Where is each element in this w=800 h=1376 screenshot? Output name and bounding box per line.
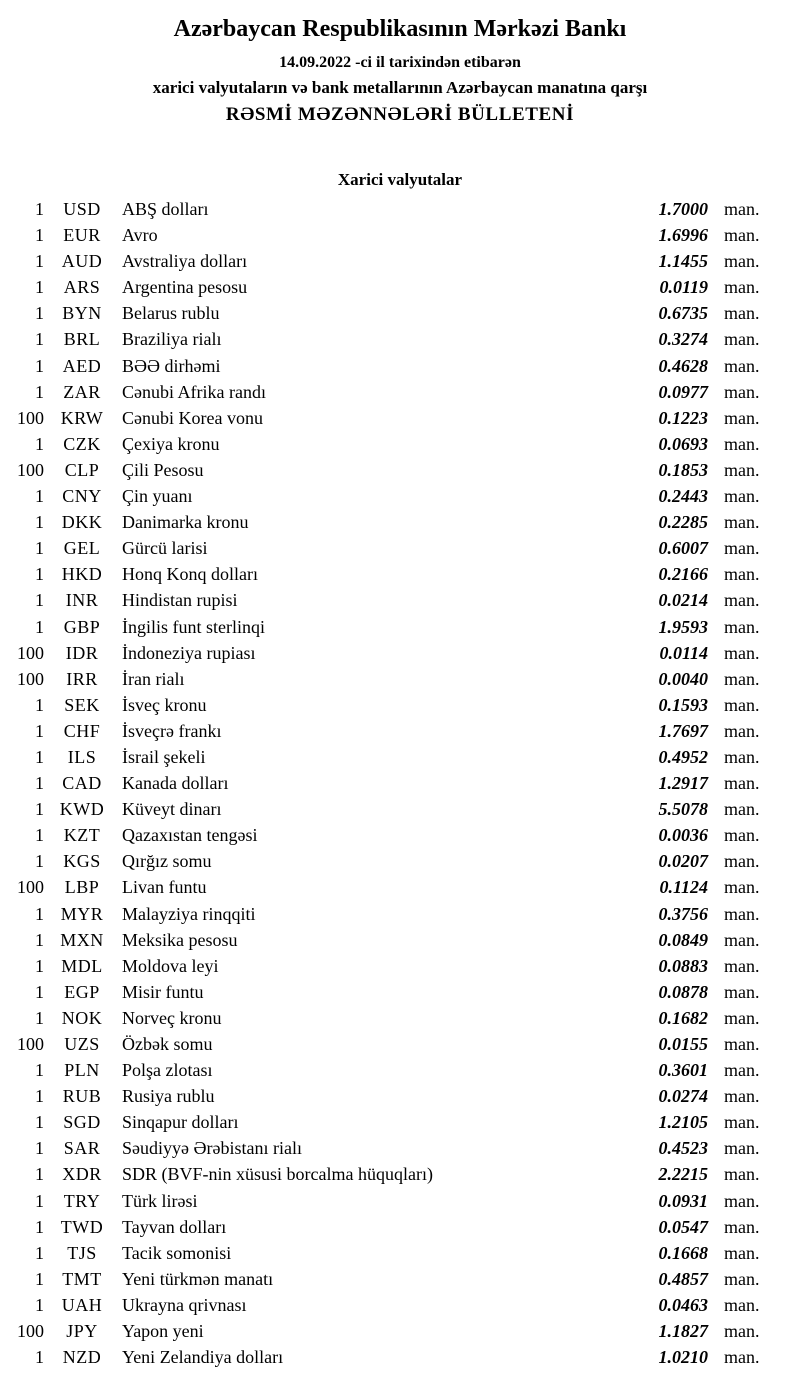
rate-value: 0.1223: [658, 407, 708, 428]
rate-row: [0, 1214, 800, 1240]
currency-name: Livan funtu: [122, 877, 207, 898]
currency-name: İran rialı: [122, 668, 185, 689]
rate-unit: man.: [724, 303, 760, 324]
quantity: 1: [35, 303, 44, 324]
currency-code: CNY: [62, 486, 102, 507]
rate-row: [0, 666, 800, 692]
currency-name: Norveç kronu: [122, 1007, 222, 1028]
currency-name: İsrail şekeli: [122, 746, 206, 767]
currency-code: ARS: [63, 277, 101, 298]
bulletin-title: RƏSMİ MƏZƏNNƏLƏRİ BÜLLETENİ: [225, 104, 575, 125]
rate-value: 0.0693: [658, 433, 708, 454]
currency-code: SEK: [64, 694, 100, 715]
currency-code: TWD: [60, 1216, 104, 1237]
currency-name: Qırğız somu: [122, 851, 212, 872]
currency-name: Kanada dolları: [122, 773, 229, 794]
rate-unit: man.: [724, 955, 760, 976]
bulletin-header: [0, 14, 800, 128]
currency-name: İsveçrə frankı: [122, 720, 222, 741]
quantity: 1: [35, 1112, 44, 1133]
rate-row: [0, 927, 800, 953]
rate-value: 0.0119: [659, 277, 708, 298]
rate-unit: man.: [724, 981, 760, 1002]
rate-value: 0.0274: [658, 1086, 708, 1107]
quantity: 1: [35, 381, 44, 402]
quantity: 1: [35, 616, 44, 637]
rate-row: [0, 1083, 800, 1109]
currency-code: NOK: [61, 1007, 103, 1028]
rate-value: 0.0931: [658, 1190, 708, 1211]
currency-code: BRL: [63, 329, 101, 350]
quantity: 1: [35, 199, 44, 219]
rate-row: [0, 1318, 800, 1344]
rate-unit: man.: [724, 381, 760, 402]
quantity: 1: [35, 694, 44, 715]
currency-name: Moldova leyi: [122, 955, 219, 976]
currency-code: MXN: [60, 929, 104, 950]
rate-value: 0.6007: [658, 538, 708, 559]
rate-value: 1.7000: [658, 199, 708, 219]
currency-name: Avstraliya dolları: [122, 251, 248, 272]
currency-code: JPY: [66, 1321, 98, 1342]
rate-row: [0, 587, 800, 613]
currency-code: KRW: [60, 407, 104, 428]
currency-name: Rusiya rublu: [122, 1086, 215, 1107]
rate-row: [0, 796, 800, 822]
currency-name: Qazaxıstan tengəsi: [122, 825, 258, 846]
rate-value: 0.0849: [658, 929, 708, 950]
currency-name: Yeni Zelandiya dolları: [122, 1347, 284, 1368]
rate-unit: man.: [724, 903, 760, 924]
rate-row: [0, 1109, 800, 1135]
rate-value: 0.0114: [659, 642, 708, 663]
rate-row: [0, 248, 800, 274]
rate-row: [0, 431, 800, 457]
rate-value: 0.0155: [658, 1034, 708, 1054]
rate-row: [0, 483, 800, 509]
currency-code: PLN: [64, 1060, 100, 1081]
rate-row: [0, 692, 800, 718]
currency-code: CLP: [64, 459, 100, 480]
currency-name: Türk lirəsi: [122, 1190, 198, 1211]
rate-value: 0.1593: [658, 694, 708, 715]
currency-name: Misir funtu: [122, 981, 204, 1002]
currency-name: Hindistan rupisi: [122, 590, 238, 611]
quantity: 1: [35, 486, 44, 507]
section-title-foreign-currencies: Xarici valyutalar: [337, 170, 463, 189]
currency-code: SAR: [63, 1138, 101, 1159]
rate-unit: man.: [724, 512, 760, 533]
currency-name: Honq Konq dolları: [122, 564, 258, 585]
currency-name: SDR (BVF-nin xüsusi borcalma hüquqları): [122, 1164, 433, 1185]
rate-value: 0.2443: [658, 486, 708, 507]
rate-unit: man.: [724, 1112, 760, 1133]
rate-value: 1.0210: [658, 1347, 708, 1368]
rate-value: 1.9593: [658, 616, 708, 637]
bank-title: Azərbaycan Respublikasının Mərkəzi Bankı: [173, 16, 627, 42]
currency-name: Özbək somu: [122, 1034, 213, 1054]
rate-unit: man.: [724, 277, 760, 298]
rate-row: [0, 300, 800, 326]
quantity: 1: [35, 903, 44, 924]
currency-code: CHF: [63, 720, 101, 741]
currency-name: Cənubi Korea vonu: [122, 407, 263, 428]
rate-row: [0, 353, 800, 379]
quantity: 1: [35, 1086, 44, 1107]
rate-row: [0, 901, 800, 927]
rate-row: [0, 1135, 800, 1161]
currency-name: Küveyt dinarı: [122, 799, 222, 820]
quantity: 1: [35, 590, 44, 611]
currency-name: Meksika pesosu: [122, 929, 238, 950]
rate-unit: man.: [724, 1164, 760, 1185]
rate-unit: man.: [724, 486, 760, 507]
currency-name: Argentina pesosu: [122, 277, 248, 298]
currency-code: MDL: [61, 955, 103, 976]
rate-row: [0, 1161, 800, 1187]
rates-table: [0, 196, 800, 1370]
currency-name: Tayvan dolları: [122, 1216, 227, 1237]
rate-value: 0.1668: [658, 1242, 708, 1263]
currency-code: UZS: [64, 1034, 100, 1054]
rate-value: 0.0036: [658, 825, 708, 846]
rate-unit: man.: [724, 720, 760, 741]
quantity: 100: [17, 1034, 44, 1054]
rate-row: [0, 1031, 800, 1057]
quantity: 1: [35, 251, 44, 272]
rate-value: 0.4952: [658, 746, 708, 767]
currency-name: Çin yuanı: [122, 486, 193, 507]
rate-row: [0, 979, 800, 1005]
rate-unit: man.: [724, 1294, 760, 1315]
currency-name: Avro: [122, 225, 158, 246]
quantity: 1: [35, 1190, 44, 1211]
rate-unit: man.: [724, 668, 760, 689]
rate-unit: man.: [724, 1190, 760, 1211]
rate-value: 1.6996: [658, 225, 708, 246]
currency-name: ABŞ dolları: [122, 199, 209, 219]
rate-unit: man.: [724, 746, 760, 767]
rate-row: [0, 222, 800, 248]
currency-code: GEL: [63, 538, 101, 559]
quantity: 1: [35, 1294, 44, 1315]
currency-code: USD: [63, 199, 101, 219]
quantity: 1: [35, 1060, 44, 1081]
quantity: 1: [35, 799, 44, 820]
rate-value: 0.0977: [658, 381, 708, 402]
currency-code: AED: [62, 355, 102, 376]
currency-name: Çexiya kronu: [122, 433, 220, 454]
currency-name: İngilis funt sterlinqi: [122, 616, 265, 637]
rate-unit: man.: [724, 564, 760, 585]
currency-code: INR: [65, 590, 99, 611]
rate-value: 0.3274: [658, 329, 708, 350]
currency-code: MYR: [60, 903, 104, 924]
rate-row: [0, 1292, 800, 1318]
rate-row: [0, 1344, 800, 1370]
currency-code: KWD: [59, 799, 105, 820]
currency-name: Cənubi Afrika randı: [122, 381, 266, 402]
rate-value: 0.1124: [659, 877, 708, 898]
rate-row: [0, 509, 800, 535]
currency-name: Belarus rublu: [122, 303, 220, 324]
rate-unit: man.: [724, 1034, 760, 1054]
quantity: 100: [17, 877, 44, 898]
subject-line: xarici valyutaların və bank metallarının Azərbaycan manatına qarşı: [152, 78, 648, 97]
rate-row: [0, 848, 800, 874]
currency-code: GBP: [63, 616, 101, 637]
currency-code: XDR: [62, 1164, 102, 1185]
currency-code: TJS: [67, 1242, 97, 1263]
rate-row: [0, 822, 800, 848]
quantity: 1: [35, 746, 44, 767]
rate-unit: man.: [724, 1321, 760, 1342]
rate-unit: man.: [724, 642, 760, 663]
rate-unit: man.: [724, 538, 760, 559]
rate-row: [0, 1266, 800, 1292]
quantity: 1: [35, 1216, 44, 1237]
currency-name: Braziliya rialı: [122, 329, 222, 350]
quantity: 1: [35, 1164, 44, 1185]
quantity: 100: [17, 1321, 44, 1342]
quantity: 1: [35, 929, 44, 950]
quantity: 1: [35, 1242, 44, 1263]
quantity: 100: [17, 642, 44, 663]
currency-code: ZAR: [63, 381, 101, 402]
rate-row: [0, 953, 800, 979]
rate-value: 0.2285: [658, 512, 708, 533]
rate-row: [0, 196, 800, 222]
rate-value: 1.7697: [658, 720, 708, 741]
currency-name: Malayziya rinqqiti: [122, 903, 256, 924]
rate-unit: man.: [724, 199, 760, 219]
rate-value: 1.2917: [658, 773, 708, 794]
rate-unit: man.: [724, 1268, 760, 1289]
currency-code: IDR: [65, 642, 99, 663]
rate-unit: man.: [724, 1060, 760, 1081]
currency-name: Səudiyyə Ərəbistanı rialı: [122, 1138, 302, 1159]
rate-unit: man.: [724, 1007, 760, 1028]
rate-unit: man.: [724, 329, 760, 350]
rate-row: [0, 640, 800, 666]
rate-unit: man.: [724, 1086, 760, 1107]
currency-name: Polşa zlotası: [122, 1060, 213, 1081]
rate-value: 0.0463: [658, 1294, 708, 1315]
rate-value: 1.1827: [658, 1321, 708, 1342]
currency-name: BƏƏ dirhəmi: [122, 355, 221, 376]
rate-unit: man.: [724, 1242, 760, 1263]
currency-name: Danimarka kronu: [122, 512, 249, 533]
quantity: 1: [35, 851, 44, 872]
rate-value: 0.1682: [658, 1007, 708, 1028]
quantity: 1: [35, 1347, 44, 1368]
rate-unit: man.: [724, 825, 760, 846]
rate-value: 0.0214: [658, 590, 708, 611]
quantity: 1: [35, 1268, 44, 1289]
currency-code: KZT: [63, 825, 101, 846]
currency-name: Yapon yeni: [122, 1321, 204, 1342]
currency-code: TMT: [62, 1268, 102, 1289]
quantity: 100: [17, 407, 44, 428]
rate-value: 0.0883: [658, 955, 708, 976]
currency-code: HKD: [61, 564, 103, 585]
currency-name: Tacik somonisi: [122, 1242, 232, 1263]
rate-row: [0, 535, 800, 561]
currency-code: IRR: [66, 668, 98, 689]
quantity: 1: [35, 720, 44, 741]
currency-code: EGP: [64, 981, 100, 1002]
currency-name: İsveç kronu: [122, 694, 207, 715]
rate-unit: man.: [724, 407, 760, 428]
rate-row: [0, 1240, 800, 1266]
quantity: 1: [35, 433, 44, 454]
currency-code: LBP: [64, 877, 100, 898]
rate-unit: man.: [724, 851, 760, 872]
rate-unit: man.: [724, 1216, 760, 1237]
rate-unit: man.: [724, 1138, 760, 1159]
currency-code: SGD: [63, 1112, 101, 1133]
quantity: 1: [35, 1138, 44, 1159]
currency-name: Gürcü larisi: [122, 538, 208, 559]
rate-value: 5.5078: [658, 799, 708, 820]
currency-code: UAH: [61, 1294, 103, 1315]
rate-value: 0.6735: [658, 303, 708, 324]
rate-value: 1.1455: [658, 251, 708, 272]
rate-value: 0.4857: [658, 1268, 708, 1289]
currency-name: Yeni türkmən manatı: [122, 1268, 274, 1289]
rate-value: 0.2166: [658, 564, 708, 585]
rate-row: [0, 1188, 800, 1214]
rate-row: [0, 744, 800, 770]
currency-code: AUD: [61, 251, 103, 272]
currency-code: BYN: [62, 303, 102, 324]
currency-code: KGS: [63, 851, 101, 872]
rate-unit: man.: [724, 355, 760, 376]
rate-unit: man.: [724, 251, 760, 272]
rate-value: 1.2105: [658, 1112, 708, 1133]
rate-value: 0.0878: [658, 981, 708, 1002]
currency-name: İndoneziya rupiası: [122, 642, 256, 663]
quantity: 1: [35, 773, 44, 794]
quantity: 1: [35, 538, 44, 559]
rate-unit: man.: [724, 616, 760, 637]
rate-row: [0, 379, 800, 405]
quantity: 1: [35, 277, 44, 298]
quantity: 100: [17, 668, 44, 689]
quantity: 1: [35, 1007, 44, 1028]
currency-code: ILS: [67, 746, 97, 767]
rate-unit: man.: [724, 694, 760, 715]
rate-value: 0.0207: [658, 851, 708, 872]
rate-row: [0, 874, 800, 900]
rate-row: [0, 1057, 800, 1083]
rate-value: 0.0547: [658, 1216, 708, 1237]
rate-row: [0, 405, 800, 431]
rate-row: [0, 770, 800, 796]
rate-unit: man.: [724, 225, 760, 246]
rate-value: 0.3601: [658, 1060, 708, 1081]
currency-code: CZK: [63, 433, 101, 454]
rate-value: 0.1853: [658, 459, 708, 480]
rate-row: [0, 561, 800, 587]
rate-unit: man.: [724, 877, 760, 898]
rate-unit: man.: [724, 929, 760, 950]
rate-value: 0.0040: [658, 668, 708, 689]
rate-value: 0.3756: [658, 903, 708, 924]
quantity: 1: [35, 329, 44, 350]
effective-date-line: 14.09.2022 -ci il tarixindən etibarən: [279, 54, 521, 71]
quantity: 100: [17, 459, 44, 480]
quantity: 1: [35, 825, 44, 846]
currency-name: Çili Pesosu: [122, 459, 204, 480]
quantity: 1: [35, 955, 44, 976]
currency-code: EUR: [63, 225, 101, 246]
currency-code: RUB: [62, 1086, 102, 1107]
currency-name: Sinqapur dolları: [122, 1112, 239, 1133]
rate-row: [0, 1005, 800, 1031]
quantity: 1: [35, 512, 44, 533]
quantity: 1: [35, 225, 44, 246]
rate-row: [0, 274, 800, 300]
currency-code: DKK: [61, 512, 103, 533]
currency-code: NZD: [62, 1347, 102, 1368]
rate-value: 0.4523: [658, 1138, 708, 1159]
quantity: 1: [35, 355, 44, 376]
rate-unit: man.: [724, 459, 760, 480]
rate-row: [0, 326, 800, 352]
rate-unit: man.: [724, 799, 760, 820]
currency-name: Ukrayna qrivnası: [122, 1294, 247, 1315]
rate-unit: man.: [724, 1347, 760, 1368]
quantity: 1: [35, 981, 44, 1002]
rate-row: [0, 457, 800, 483]
currency-code: CAD: [62, 773, 102, 794]
rate-value: 0.4628: [658, 355, 708, 376]
quantity: 1: [35, 564, 44, 585]
rate-row: [0, 718, 800, 744]
rate-unit: man.: [724, 590, 760, 611]
rate-unit: man.: [724, 433, 760, 454]
rate-unit: man.: [724, 773, 760, 794]
rate-value: 2.2215: [658, 1164, 708, 1185]
rate-row: [0, 614, 800, 640]
currency-code: TRY: [63, 1190, 101, 1211]
